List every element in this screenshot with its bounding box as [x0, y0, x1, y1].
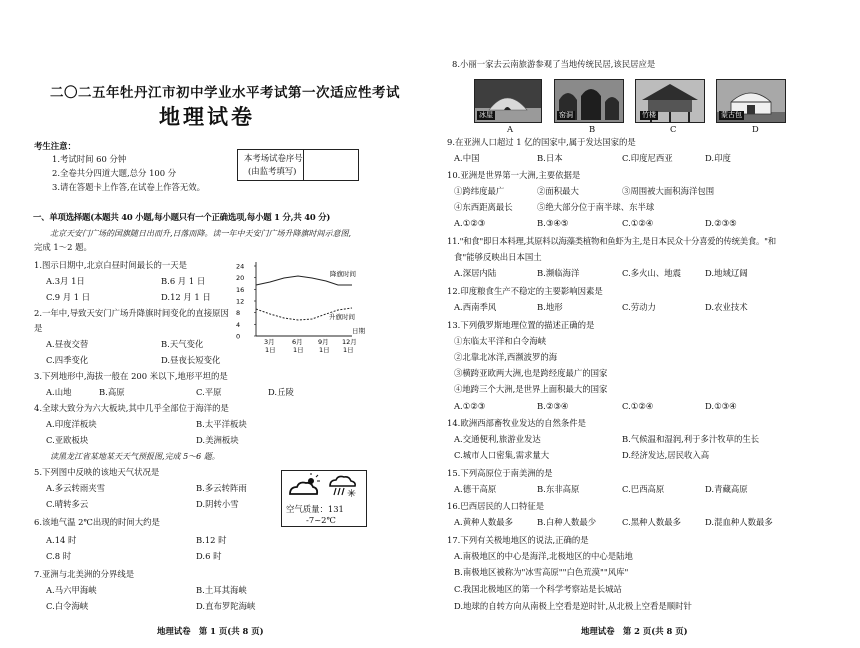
option-c[interactable]: C.巴西高原	[622, 484, 665, 494]
statement: ①东临太平洋和白令海峡	[454, 336, 547, 346]
option-a[interactable]: A.交通便利,旅游业发达	[454, 434, 541, 444]
option-d[interactable]: D.①③④	[705, 401, 737, 411]
option-b[interactable]: B.日本	[537, 153, 563, 163]
option-b[interactable]: B.天气变化	[161, 339, 204, 349]
option-d[interactable]: D.混血种人数最多	[705, 517, 773, 527]
option-b[interactable]: B.南极地区被称为"冰雪高原""白色荒漠""风库"	[454, 567, 629, 577]
question-stem: 16.巴西居民的人口特征是	[447, 501, 545, 511]
option-a[interactable]: A.①②③	[454, 218, 486, 228]
question-stem: 8.小丽一家去云南旅游参观了当地传统民居,该民居应是	[452, 59, 656, 69]
option-d[interactable]: D.阴转小雪	[196, 499, 239, 509]
option-d[interactable]: D.丘陵	[268, 387, 294, 397]
question-stem-cont: 是	[34, 323, 43, 333]
photo-tag: 竹楼	[642, 111, 656, 119]
option-d[interactable]: D.地球的自转方向从南极上空看是逆时针,从北极上空看是顺时针	[454, 601, 692, 611]
option-a[interactable]: A.中国	[454, 153, 480, 163]
option-b[interactable]: B.土耳其海峡	[196, 585, 247, 595]
option-c[interactable]: C.印度尼西亚	[622, 153, 673, 163]
option-c[interactable]: C.劳动力	[622, 302, 656, 312]
option-d[interactable]: D.经济发达,居民收入高	[622, 450, 710, 460]
option-d[interactable]: D.12 月 1 日	[161, 292, 211, 302]
question-stem: 17.下列有关极地地区的说法,正确的是	[447, 535, 589, 545]
notice-item: 2.全卷共分四道大题,总分 100 分	[52, 168, 177, 178]
option-d[interactable]: D.直布罗陀海峡	[196, 601, 256, 611]
air-quality: 空气质量：131	[286, 504, 344, 514]
option-b[interactable]: B.②③④	[537, 401, 569, 411]
y-tick-label: 12	[236, 297, 245, 306]
statement: ④东西距离最长	[454, 202, 513, 212]
photo-letter: A	[507, 124, 514, 134]
intro-text: 北京天安门广场的国旗随日出而升,日落而降。读一年中天安门广场升降旗时间示意图,	[50, 229, 352, 238]
exam-title: 二〇二五年牡丹江市初中学业水平考试第一次适应性考试	[50, 85, 400, 101]
notice-title: 考生注意：	[34, 141, 76, 151]
option-d[interactable]: D.印度	[705, 153, 731, 163]
option-c[interactable]: C.①②④	[622, 401, 654, 411]
seat-box-label: 本考场试卷序号	[244, 153, 303, 163]
statement: ③横跨亚欧两大洲,也是跨经度最广的国家	[454, 368, 608, 378]
option-a[interactable]: A.①②③	[454, 401, 486, 411]
photo-tag: 窑洞	[559, 111, 573, 119]
photo-letter: D	[752, 124, 759, 134]
option-c[interactable]: C.白令海峡	[46, 601, 89, 611]
upper-series-label: 升旗时间	[329, 313, 355, 321]
photo-bamboo-house[interactable]	[635, 79, 705, 123]
question-stem: 4.全球大致分为六大板块,其中几乎全部位于海洋的是	[34, 403, 229, 413]
photo-tag: 冰屋	[479, 111, 493, 119]
option-b[interactable]: B.高原	[99, 387, 125, 397]
intro-text-2: 完成 1～2 题。	[34, 242, 92, 252]
question-stem: 5.下列图中反映的该地天气状况是	[34, 467, 160, 477]
question-stem: 9.在亚洲人口超过 1 亿的国家中,属于发达国家的是	[447, 137, 636, 147]
photo-yurt[interactable]	[716, 79, 786, 123]
option-a[interactable]: A.西南季风	[454, 302, 497, 312]
y-tick-label: 16	[236, 285, 245, 294]
y-tick-label: 8	[236, 309, 241, 318]
option-a[interactable]: A.昼夜交替	[46, 339, 89, 349]
partly-cloudy-icon	[290, 473, 320, 494]
statement: ①跨纬度最广	[454, 186, 505, 196]
lower-series-label: 降旗时间	[330, 270, 356, 278]
option-d[interactable]: D.美洲板块	[196, 435, 239, 445]
photo-letter: C	[670, 124, 677, 134]
page-footer: 地理试卷 第 1 页(共 8 页)	[157, 626, 264, 636]
option-b[interactable]: B.地形	[537, 302, 563, 312]
question-stem: 7.亚洲与北美洲的分界线是	[34, 569, 135, 579]
option-a[interactable]: A.多云转雨夹雪	[46, 483, 105, 493]
question-stem: 11."和食"即日本料理,其原料以海藻类植物和鱼虾为主,是日本民众十分喜爱的传统美食。"和	[447, 236, 776, 246]
option-b[interactable]: B.濒临海洋	[537, 268, 580, 278]
option-a[interactable]: A.德干高原	[454, 484, 497, 494]
option-c[interactable]: C.8 时	[46, 551, 72, 561]
y-tick-label: 20	[236, 274, 245, 283]
option-a[interactable]: A.深居内陆	[454, 268, 497, 278]
option-b[interactable]: B.气候温和湿润,利于多汁牧草的生长	[622, 434, 760, 444]
temperature-range: -7~2℃	[306, 515, 336, 525]
photo-igloo[interactable]	[474, 79, 542, 123]
option-a[interactable]: A.印度洋板块	[46, 419, 97, 429]
option-a[interactable]: A.黄种人数最多	[454, 517, 513, 527]
option-d[interactable]: D.地域辽阔	[705, 268, 748, 278]
x-tick-label: 6月	[292, 338, 303, 346]
seat-number-box[interactable]	[237, 149, 359, 181]
question-stem: 1.图示日期中,北京白昼时间最长的一天是	[34, 260, 188, 270]
option-a[interactable]: A.3月 1日	[46, 276, 85, 286]
option-c[interactable]: C.晴转多云	[46, 499, 89, 509]
option-c[interactable]: C.①②④	[622, 218, 654, 228]
option-d[interactable]: D.昼夜长短变化	[161, 355, 221, 365]
option-c[interactable]: C.我国北极地区的第一个科学考察站是长城站	[454, 584, 622, 594]
question-stem: 3.下列地形中,海拔一般在 200 米以下,地形平坦的是	[34, 371, 228, 381]
x-tick-label: 3月	[264, 338, 275, 346]
statement: ④地跨三个大洲,是世界上面积最大的国家	[454, 384, 608, 394]
option-c[interactable]: C.四季变化	[46, 355, 89, 365]
statement: ⑤绝大部分位于南半球、东半球	[537, 202, 655, 212]
flag-time-chart	[226, 256, 366, 356]
x-tick-label: 12月	[342, 338, 357, 346]
option-a[interactable]: A.山地	[46, 387, 72, 397]
y-tick-label: 4	[236, 320, 241, 329]
question-stem: 6.该地气温 2℃出现的时间大约是	[34, 517, 160, 527]
option-b[interactable]: B.太平洋板块	[196, 419, 247, 429]
question-stem: 14.欧洲西部畜牧业发达的自然条件是	[447, 418, 586, 428]
question-stem: 12.印度粮食生产不稳定的主要影响因素是	[447, 286, 603, 296]
option-c[interactable]: C.平原	[196, 387, 222, 397]
y-tick-label: 24	[236, 262, 245, 271]
option-c[interactable]: C.黑种人数最多	[622, 517, 682, 527]
option-a[interactable]: A.南极地区的中心是海洋,北极地区的中心是陆地	[454, 551, 633, 561]
seat-box-note: (由监考填写)	[248, 166, 297, 176]
page-footer: 地理试卷 第 2 页(共 8 页)	[581, 626, 688, 636]
option-b[interactable]: B.多云转阵雨	[196, 483, 247, 493]
option-c[interactable]: C.亚欧板块	[46, 435, 89, 445]
question-stem: 13.下列俄罗斯地理位置的描述正确的是	[447, 320, 595, 330]
photo-cave-dwelling[interactable]	[554, 79, 624, 123]
x-tick-sublabel: 1日	[319, 346, 330, 354]
weather-forecast-box	[281, 470, 367, 527]
option-b[interactable]: B.6 月 1 日	[161, 276, 206, 286]
subject-title: 地理试卷	[159, 104, 255, 129]
option-c[interactable]: C.城市人口密集,需求量大	[454, 450, 550, 460]
y-tick-label: 0	[236, 332, 241, 341]
x-tick-sublabel: 1日	[343, 346, 354, 354]
option-d[interactable]: D.6 时	[196, 551, 222, 561]
question-stem: 10.亚洲是世界第一大洲,主要依据是	[447, 170, 581, 180]
photo-letter: B	[589, 124, 596, 134]
option-d[interactable]: D.青藏高原	[705, 484, 748, 494]
x-tick-label: 9月	[318, 338, 329, 346]
section-heading: 一、单项选择题(本题共 40 小题,每小题只有一个正确选项,每小题 1 分,共 40 分)	[33, 212, 331, 222]
option-c[interactable]: C.多火山、地震	[622, 268, 682, 278]
option-b[interactable]: B.12 时	[196, 535, 227, 545]
photo-tag: 蒙古包	[721, 111, 742, 119]
intro-text: 读黑龙江省某地某天天气预报图,完成 5～6 题。	[50, 452, 220, 461]
x-axis-unit: 日期	[352, 327, 365, 335]
x-tick-sublabel: 1日	[293, 346, 304, 354]
statement: ②面积最大	[537, 186, 579, 196]
weather-icons	[286, 473, 362, 499]
question-stem-cont: 食"能够反映出日本国土	[454, 252, 542, 262]
sleet-icon	[330, 476, 356, 499]
question-stem: 15.下列高原位于南美洲的是	[447, 468, 553, 478]
option-d[interactable]: D.②③⑤	[705, 218, 737, 228]
notice-item: 1.考试时间 60 分钟	[52, 154, 127, 164]
option-c[interactable]: C.9 月 1 日	[46, 292, 91, 302]
option-a[interactable]: A.马六甲海峡	[46, 585, 97, 595]
question-stem: 2.一年中,导致天安门广场升降旗时间变化的直接原因	[34, 308, 229, 318]
x-tick-sublabel: 1日	[265, 346, 276, 354]
statement: ③周围被大面积海洋包围	[622, 186, 715, 196]
option-a[interactable]: A.14 时	[46, 535, 77, 545]
notice-item: 3.请在答题卡上作答,在试卷上作答无效。	[52, 182, 206, 192]
statement: ②北靠北冰洋,西濒波罗的海	[454, 352, 558, 362]
option-b[interactable]: B.东非高原	[537, 484, 580, 494]
option-d[interactable]: D.农业技术	[705, 302, 748, 312]
option-b[interactable]: B.③④⑤	[537, 218, 569, 228]
svg-text:✳: ✳	[347, 487, 357, 499]
option-b[interactable]: B.白种人数最少	[537, 517, 597, 527]
